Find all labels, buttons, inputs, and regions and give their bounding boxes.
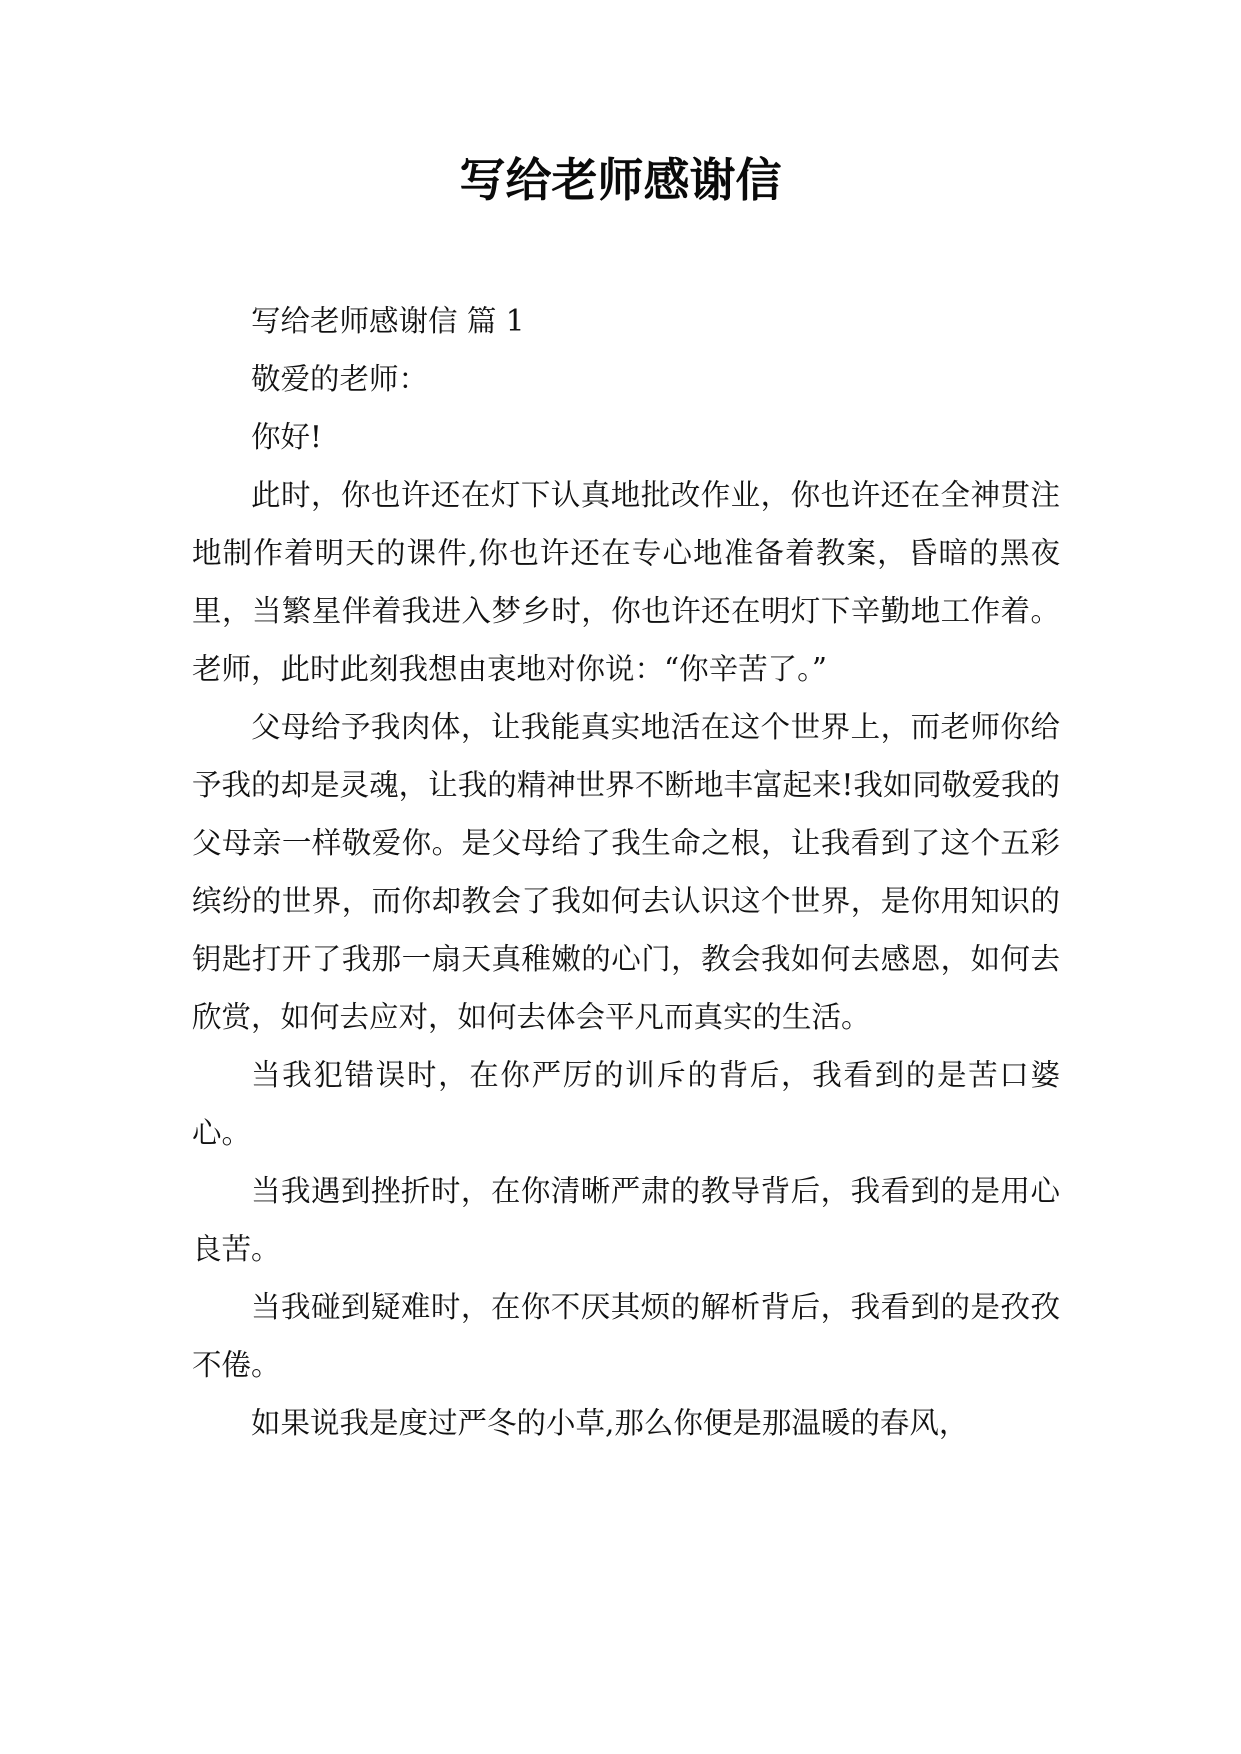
paragraph: 如果说我是度过严冬的小草,那么你便是那温暖的春风， <box>251 1406 969 1440</box>
document-title: 写给老师感谢信 <box>459 153 782 207</box>
paragraph: 此时，你也许还在灯下认真地批改作业，你也许还在全神贯注地制作着明天的课件,你也许还在专心地准备着教案，昏暗的黑夜里，当繁星伴着我进入梦乡时，你也许还在明灯下辛勤地工作着。老师，此时此刻我想由衷地对你说：“你辛苦了。” <box>192 478 1060 686</box>
paragraph: 当我遇到挫折时，在你清晰严肃的教导背后，我看到的是用心良苦。 <box>192 1174 1060 1266</box>
paragraph: 当我犯错误时，在你严厉的训斥的背后，我看到的是苦口婆心。 <box>192 1058 1060 1150</box>
salutation: 敬爱的老师： <box>251 362 429 396</box>
paragraph: 当我碰到疑难时，在你不厌其烦的解析背后，我看到的是孜孜不倦。 <box>192 1290 1060 1382</box>
section-heading: 写给老师感谢信 篇 1 <box>251 304 525 338</box>
greeting: 你好! <box>251 420 322 454</box>
paragraph: 父母给予我肉体，让我能真实地活在这个世界上，而老师你给予我的却是灵魂，让我的精神世界不断地丰富起来!我如同敬爱我的父母亲一样敬爱你。是父母给了我生命之根，让我看到了这个五彩缤纷的世界，而你却教会了我如何去认识这个世界，是你用知识的钥匙打开了我那一扇天真稚嫩的心门，教会我如何去感恩，如何去欣赏，如何去应对，如何去体会平凡而真实的生活。 <box>192 710 1060 1034</box>
document-body <box>192 292 1060 1452</box>
